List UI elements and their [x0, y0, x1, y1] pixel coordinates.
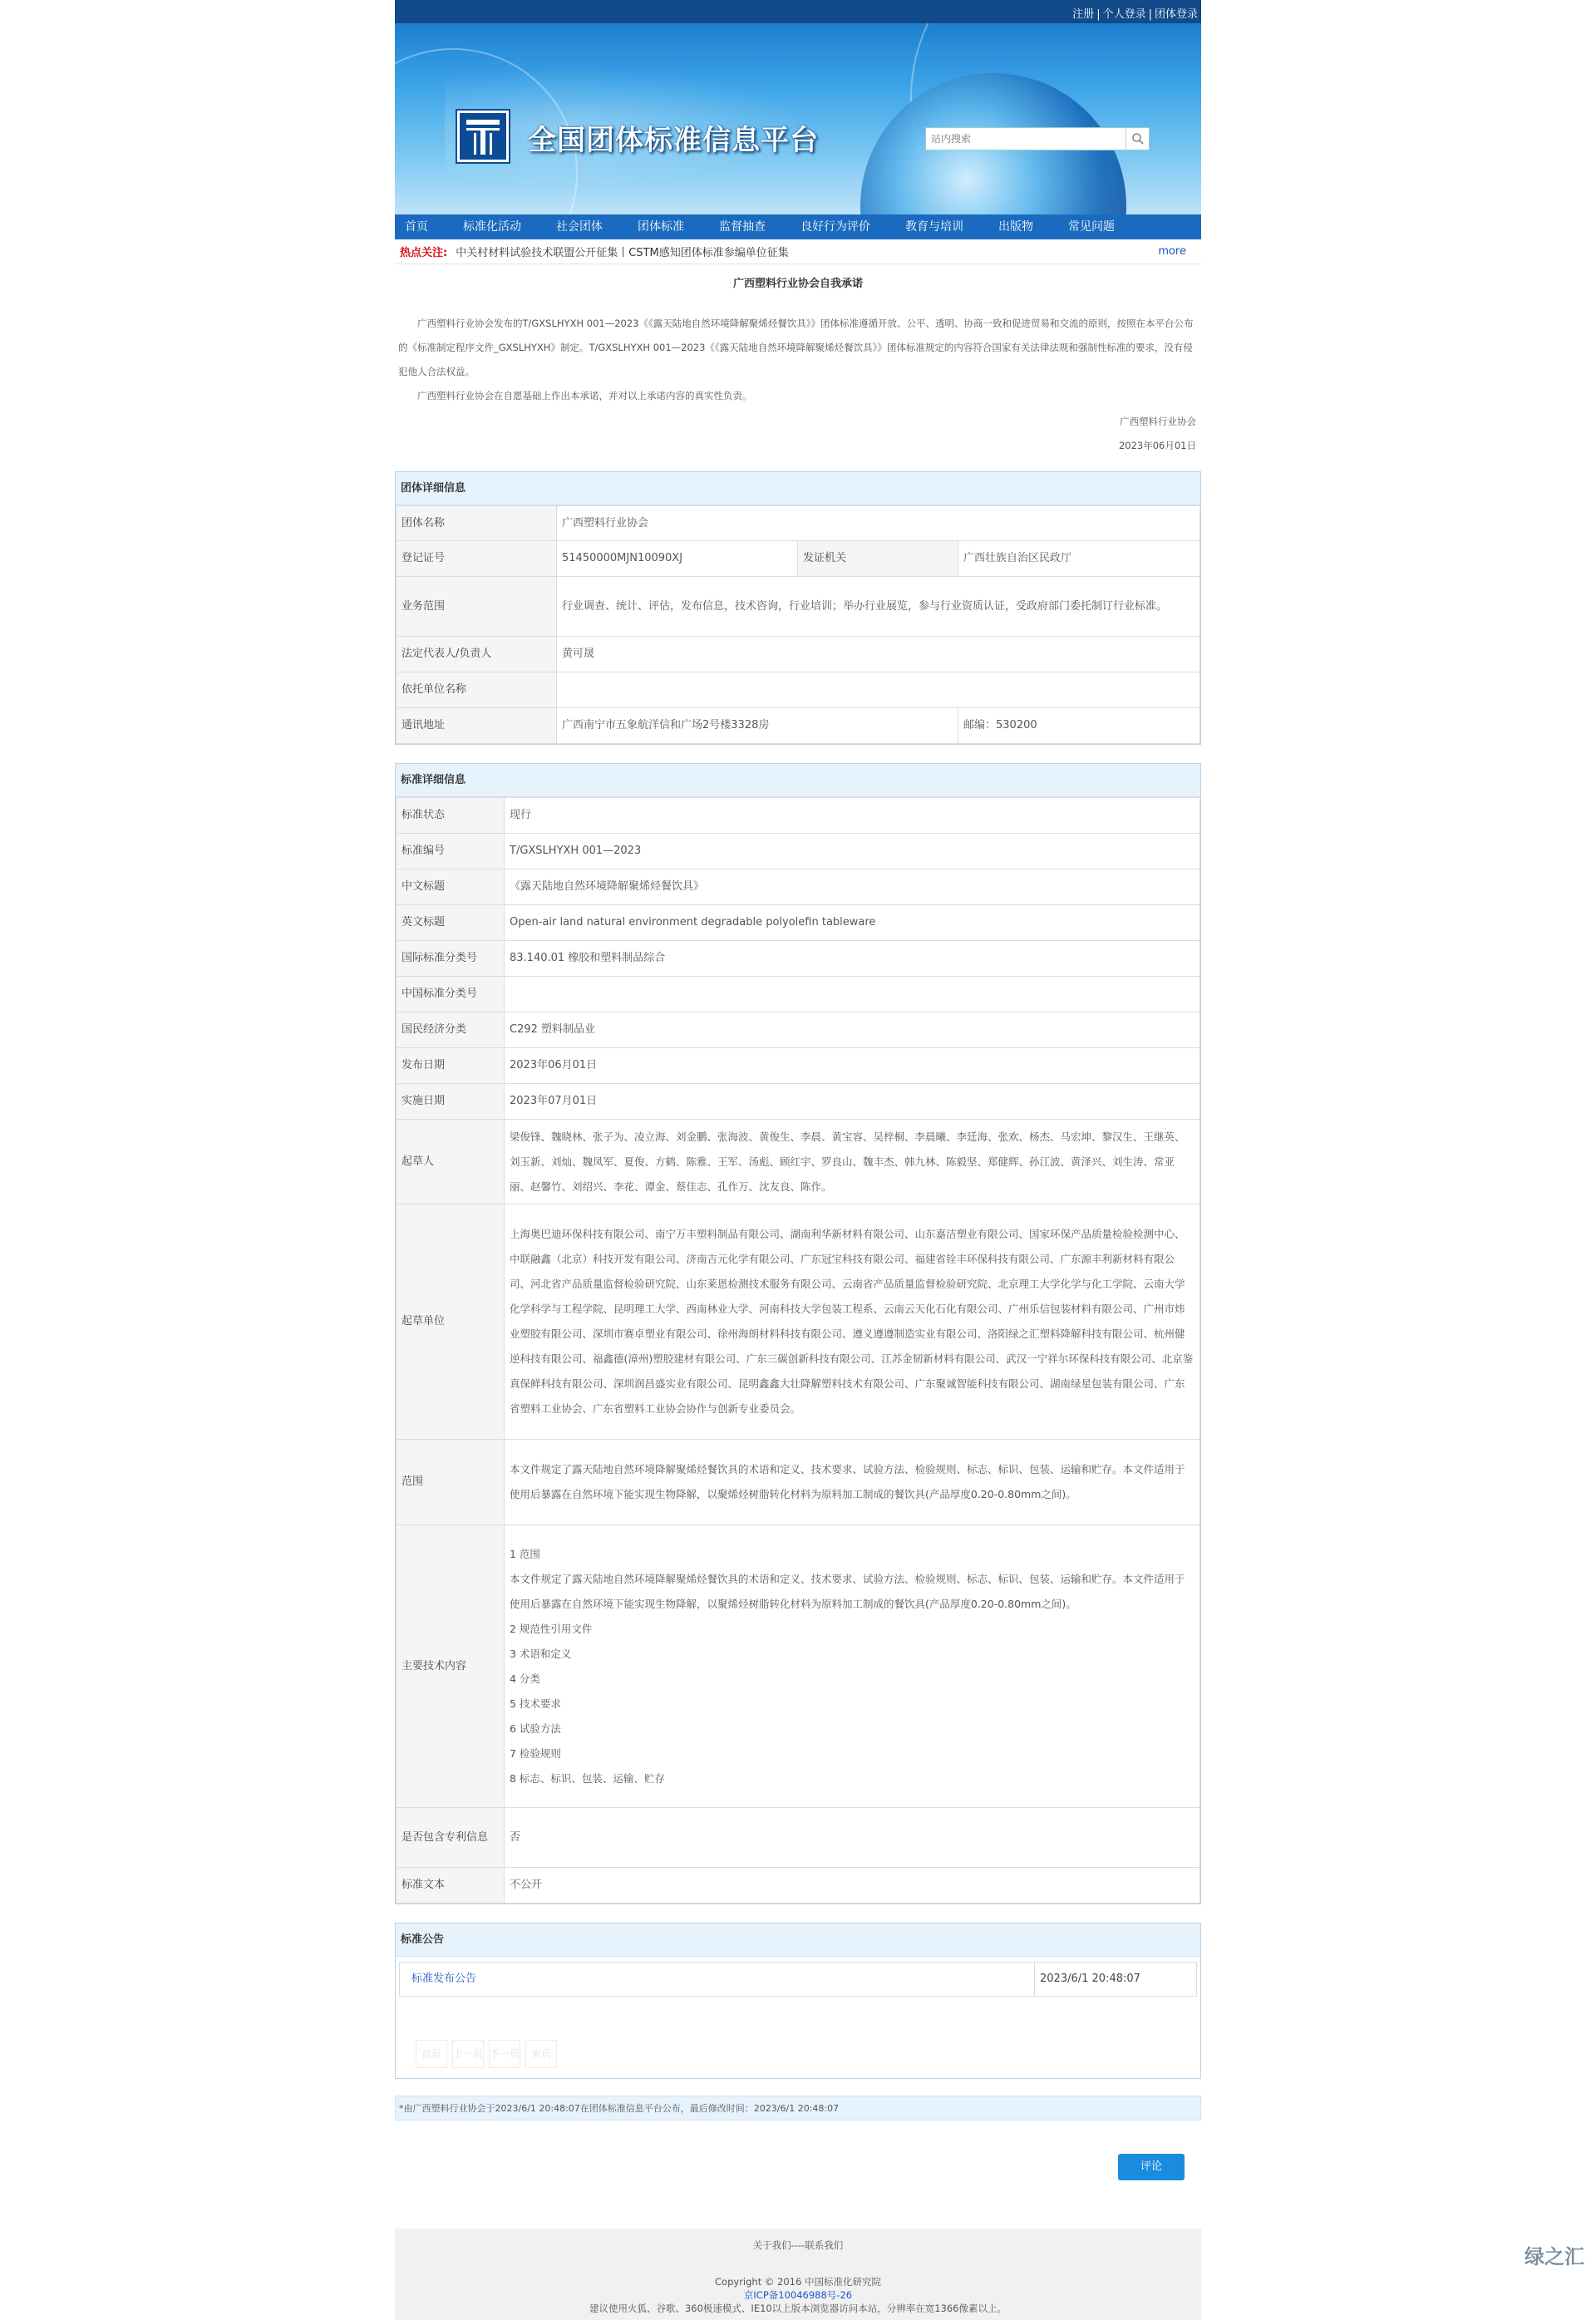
separator: | — [1149, 8, 1152, 21]
browser-note: 建议使用火狐、谷歌、360极速模式、IE10以上版本浏览器访问本站，分辨率在宽1366像素以上。 — [395, 2302, 1201, 2315]
comment-area — [395, 2121, 1201, 2187]
dependent-unit — [557, 672, 1200, 708]
content-line: 4 分类 — [510, 1667, 1195, 1692]
footer — [395, 2229, 1201, 2320]
comment-button[interactable]: 评论 — [1118, 2154, 1185, 2180]
hot-topic-link[interactable]: 中关村材料试验技术联盟公开征集丨CSTM感知团体标准参编单位征集 — [456, 244, 789, 259]
nav-supervision[interactable]: 监督抽查 — [719, 214, 766, 239]
field-label: 中文标题 — [397, 869, 505, 905]
publish-date: 2023年06月01日 — [505, 1048, 1200, 1084]
nav-group-standards[interactable]: 团体标准 — [638, 214, 684, 239]
panel-heading: 标准公告 — [396, 1923, 1200, 1957]
site-title: 全国团体标准信息平台 — [528, 117, 819, 158]
content-line: 本文件规定了露天陆地自然环境降解聚烯烃餐饮具的术语和定义、技术要求、试验方法、检验规则、标志、标识、包装、运输和贮存。本文件适用于使用后暴露在自然环境下能实现生物降解，以聚烯烃树脂转化材料为原料加工制成的餐饮具(产品厚度0.20-0.80mm之间)。 — [510, 1567, 1195, 1617]
prev-page-button[interactable]: 上一页 — [452, 2040, 484, 2068]
hot-label: 热点关注: — [400, 244, 447, 259]
postcode: 邮编：530200 — [958, 708, 1200, 744]
field-label: 标准文本 — [397, 1868, 505, 1904]
content-line: 3 术语和定义 — [510, 1642, 1195, 1667]
group-info-panel — [395, 471, 1201, 745]
field-label: 国民经济分类 — [397, 1012, 505, 1048]
search-button[interactable] — [1126, 128, 1149, 150]
field-label: 起草人 — [397, 1120, 505, 1204]
issuing-authority: 广西壮族自治区民政厅 — [958, 541, 1200, 577]
announcement-date: 2023/6/1 20:48:07 — [1034, 1963, 1196, 1996]
nav-home[interactable]: 首页 — [405, 214, 428, 239]
business-scope: 行业调查、统计、评估，发布信息，技术咨询，行业培训；举办行业展览，参与行业资质认证，受政府部门委托制订行业标准。 — [557, 577, 1200, 637]
pagination — [416, 2040, 1200, 2080]
watermark-logo: 绿之汇 — [1513, 2237, 1596, 2273]
field-label: 团体名称 — [397, 506, 557, 541]
ccs-code — [505, 977, 1200, 1012]
separator: | — [1096, 8, 1100, 21]
content-line: 1 范围 — [510, 1542, 1195, 1567]
ics-code: 83.140.01 橡胶和塑料制品综合 — [505, 941, 1200, 977]
standard-text: 不公开 — [505, 1868, 1200, 1904]
panel-heading: 团体详细信息 — [396, 472, 1200, 505]
registration-number: 51450000MJN10090XJ — [557, 541, 798, 577]
panel-heading: 标准详细信息 — [396, 764, 1200, 797]
patent-info: 否 — [505, 1808, 1200, 1868]
content-line: 8 标志、标识、包装、运输、贮存 — [510, 1766, 1195, 1791]
pledge-signature — [395, 410, 1201, 458]
field-label: 国际标准分类号 — [397, 941, 505, 977]
legal-representative: 黄可晟 — [557, 637, 1200, 672]
footer-links[interactable]: 关于我们----联系我们 — [395, 2239, 1201, 2252]
publish-notice: *由广西塑料行业协会于2023/6/1 20:48:07在团体标准信息平台公布，最后修改时间：2023/6/1 20:48:07 — [395, 2096, 1201, 2121]
field-label: 起草单位 — [397, 1204, 505, 1440]
next-page-button[interactable]: 下一页 — [489, 2040, 520, 2068]
field-label: 依托单位名称 — [397, 672, 557, 708]
field-label: 中国标准分类号 — [397, 977, 505, 1012]
last-page-button[interactable]: 末页 — [525, 2040, 557, 2068]
announcement-link[interactable]: 标准发布公告 — [400, 1963, 1034, 1996]
hot-topics-bar — [395, 239, 1201, 264]
announcement-panel — [395, 1923, 1201, 2079]
standard-info-table — [396, 797, 1200, 1904]
register-link[interactable]: 注册 — [1072, 8, 1094, 21]
personal-login-link[interactable]: 个人登录 — [1103, 8, 1146, 21]
standard-code: T/GXSLHYXH 001—2023 — [505, 834, 1200, 869]
icp-link[interactable]: 京ICP备10046988号-26 — [744, 2289, 852, 2301]
nav-groups[interactable]: 社会团体 — [556, 214, 603, 239]
field-label: 标准状态 — [397, 798, 505, 834]
field-label: 法定代表人/负责人 — [397, 637, 557, 672]
scope: 本文件规定了露天陆地自然环境降解聚烯烃餐饮具的术语和定义、技术要求、试验方法、检验规则、标志、标识、包装、运输和贮存。本文件适用于使用后暴露在自然环境下能实现生物降解，以聚烯烃树脂转化材料为原料加工制成的餐饮具(产品厚度0.20-0.80mm之间)。 — [505, 1440, 1200, 1525]
chinese-title: 《露天陆地自然环境降解聚烯烃餐饮具》 — [505, 869, 1200, 905]
site-logo-icon[interactable] — [457, 111, 509, 162]
standard-info-panel — [395, 763, 1201, 1904]
pledge-paragraph: 广西塑料行业协会在自愿基础上作出本承诺，并对以上承诺内容的真实性负责。 — [398, 384, 1198, 408]
more-link[interactable]: more — [1158, 245, 1186, 258]
field-label: 主要技术内容 — [397, 1525, 505, 1808]
pledge-date: 2023年06月01日 — [395, 434, 1196, 458]
pledge-org: 广西塑料行业协会 — [395, 410, 1196, 434]
english-title: Open-air land natural environment degradable polyolefin tableware — [505, 905, 1200, 941]
field-label: 英文标题 — [397, 905, 505, 941]
announcement-row — [399, 1962, 1197, 1997]
drafting-units: 上海奥巴迪环保科技有限公司、南宁万丰塑料制品有限公司、湖南利华新材料有限公司、山东嘉洁塑业有限公司、国家环保产品质量检验检测中心、中联融鑫（北京）科技开发有限公司、济南吉元化学有限公司、广东冠宝科技有限公司、福建省铨丰环保科技有限公司、广东源丰利新材料有限公司、河北省产品质量监督检验研究院、山东莱恩检测技术服务有限公司、云南省产品质量监督检验研究院、北京理工大学化学与化工学院、云南大学化学科学与工程学院、昆明理工大学、西南林业大学、河南科技大学包装工程系、云南云天化石化有限公司、广州乐信包装材料有限公司、广州市炜业塑胶有限公司、深圳市赛卓塑业有限公司、徐州海朗材料科技有限公司、遵义遵遵制造实业有限公司、洛阳绿之汇塑料降解科技有限公司、杭州健逆科技有限公司、福鑫德(漳州)塑胶建材有限公司、广东三碳创新科技有限公司、江苏金韧新材料有限公司、武汉一宁祥尔环保科技有限公司、北京鉴真保鲜科技有限公司、深圳润昌盛实业有限公司、昆明鑫鑫大壮降解塑料技术有限公司、广东聚诚智能科技有限公司、湖南绿星包装有限公司、广东省塑料工业协会、广东省塑料工业协会协作与创新专业委员会。 — [505, 1204, 1200, 1440]
search-input[interactable] — [926, 128, 1126, 150]
mailing-address: 广西南宁市五象航洋信和广场2号楼3328房 — [557, 708, 958, 744]
implementation-date: 2023年07月01日 — [505, 1084, 1200, 1120]
field-label: 通讯地址 — [397, 708, 557, 744]
first-page-button[interactable]: 首页 — [416, 2040, 447, 2068]
main-technical-content — [505, 1525, 1200, 1808]
pledge-title: 广西塑料行业协会自我承诺 — [395, 274, 1201, 290]
standard-status: 现行 — [505, 798, 1200, 834]
header-banner — [395, 23, 1201, 214]
group-info-table — [396, 505, 1200, 744]
field-label: 登记证号 — [397, 541, 557, 577]
content-line: 6 试验方法 — [510, 1717, 1195, 1741]
content-line: 2 规范性引用文件 — [510, 1617, 1195, 1642]
field-label: 业务范围 — [397, 577, 557, 637]
field-label: 实施日期 — [397, 1084, 505, 1120]
drafters: 梁俊锋、魏晓林、张子为、凌立海、刘金鹏、张海波、黄俊生、李晨、黄宝容、吴梓桐、李晨曦、李廷海、张欢、杨杰、马宏坤、黎汉生、王继英、刘玉新、刘灿、魏凤军、夏俊、方鹤、陈雅、王军、汤彪、顾红宇、罗良山、魏丰杰、韩九林、陈毅坚、郑健辉、孙江波、黄泽兴、刘生涛、常亚丽、赵馨竹、刘绍兴、李花、谭金、蔡佳志、孔作万、沈友良、陈作。 — [505, 1120, 1200, 1204]
field-label: 标准编号 — [397, 834, 505, 869]
field-label: 是否包含专利信息 — [397, 1808, 505, 1868]
search-box — [925, 127, 1150, 150]
pledge-body — [395, 312, 1201, 408]
group-login-link[interactable]: 团体登录 — [1155, 8, 1198, 21]
nav-evaluation[interactable]: 良好行为评价 — [800, 214, 870, 239]
field-label: 发证机关 — [798, 541, 958, 577]
content-line: 5 技术要求 — [510, 1692, 1195, 1717]
top-bar — [395, 0, 1201, 23]
nav-standardization[interactable]: 标准化活动 — [463, 214, 521, 239]
nav-faq[interactable]: 常见问题 — [1068, 214, 1115, 239]
copyright: Copyright © 2016 中国标准化研究院 — [395, 2275, 1201, 2288]
group-name: 广西塑料行业协会 — [557, 506, 1200, 541]
economic-classification: C292 塑料制品业 — [505, 1012, 1200, 1048]
main-nav — [395, 214, 1201, 239]
field-label: 发布日期 — [397, 1048, 505, 1084]
search-icon — [1131, 132, 1145, 145]
pledge-paragraph: 广西塑料行业协会发布的T/GXSLHYXH 001—2023《《露天陆地自然环境降解聚烯烃餐饮具》》团体标准遵循开放、公平、透明、协商一致和促进贸易和交流的原则，按照在本平台公布的《标准制定程序文件_GXSLHYXH》制定。T/GXSLHYXH 001—2023《《露天陆地自然环境降解聚烯烃餐饮具》》团体标准规定的内容符合国家有关法律法规和强制性标准的要求，没有侵犯他人合法权益。 — [398, 312, 1198, 384]
field-label: 范围 — [397, 1440, 505, 1525]
content-line: 7 检验规则 — [510, 1741, 1195, 1766]
nav-training[interactable]: 教育与培训 — [905, 214, 963, 239]
nav-publications[interactable]: 出版物 — [998, 214, 1033, 239]
